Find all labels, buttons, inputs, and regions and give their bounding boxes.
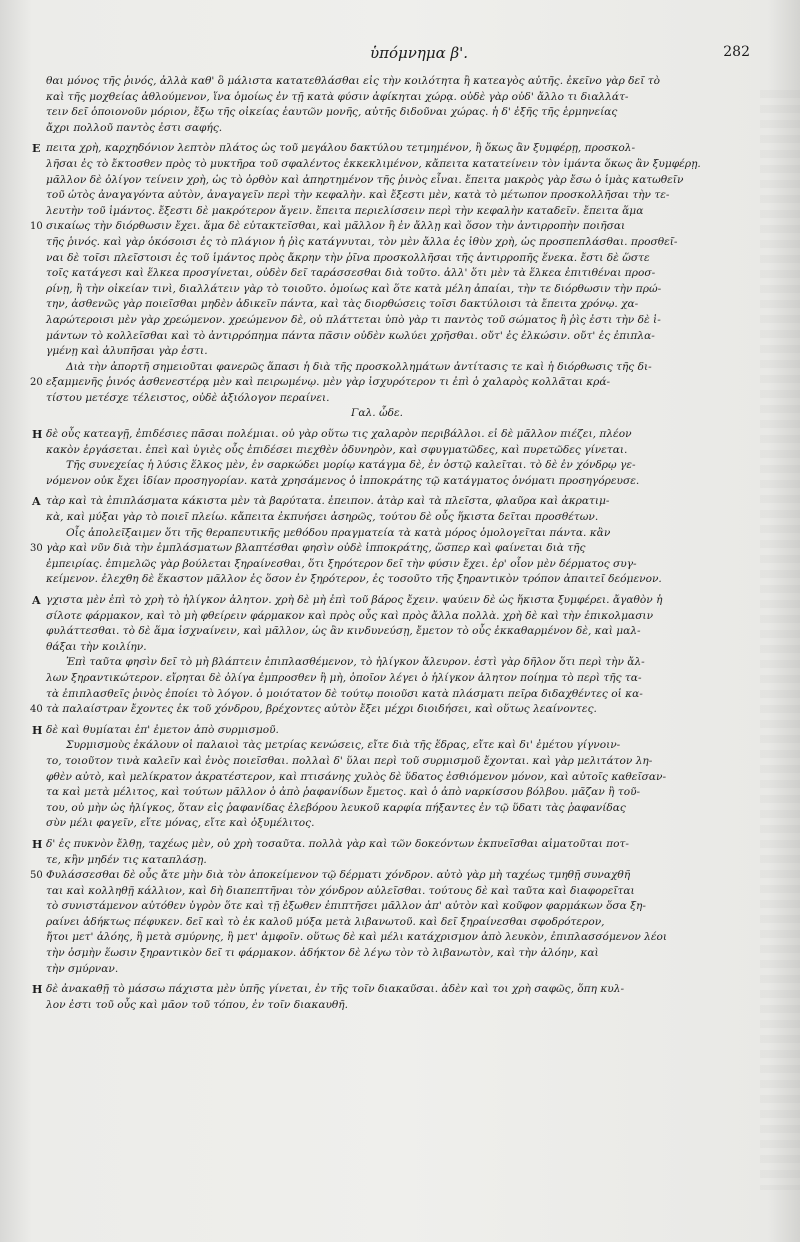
line-text: το, τοιοῦτον τινὰ καλεῖν καὶ ἑνὸς ποιεῖσθαι. πολλαὶ δ' ὕλαι περὶ τοῦ συρμισμοῦ ἔχονται. καὶ γὰρ μελιτάτον λη- [46,754,653,767]
initial-letter: Ε [32,142,41,156]
text-line [32,173,722,189]
text-line [32,915,722,931]
line-text: τίστου μετέσχε τέλειστος, οὐδὲ ἀξιόλογον περαίνει. [46,391,330,404]
text-line [32,219,722,235]
initial-letter: Α [32,594,41,607]
text-line [32,141,722,157]
line-text: φθὲν αὐτὸ, καὶ μελίκρατον ἀκρατέστερον, καὶ πτισάνης χυλὸς δὲ ὕδατος ἐσθιόμενον μόνον, καὶ αὐτοῖς καθεῖσαν- [46,770,667,783]
line-text: τὰρ καὶ τὰ ἐπιπλάσματα κάκιστα μὲν τὰ βαρύτατα. ἐπειπον. ἀτὰρ καὶ τὰ πλεῖστα, φλαῦρα καὶ ἀκρατιμ- [46,495,610,508]
line-text: Τῆς συνεχείας ἡ λύσις ἕλκος μὲν, ἐν σαρκώδει μορίῳ κατάγμα δὲ, ἐν ὀστῷ καλεῖται. τὸ δὲ ἐν χόνδρῳ γε- [66,459,636,472]
line-number: 10 [30,221,43,233]
text-line [32,962,722,978]
text-line [32,702,722,718]
line-text: ἤτοι μετ' ἀλόης, ἢ μετὰ σμύρνης, ἢ μετ' ἀμφοῖν. οὕτως δὲ καὶ μέλι κατάχρισμον ἀπὸ λευκὸν, ἐπιπλασσόμενον λέοι [46,931,668,944]
line-text: τοῦ ὠτὸς ἀναγαγόντα αὐτὸν, ἀναγαγεῖν περὶ τὴν κεφαλὴν. καὶ ἔξεστι μὲν, κατὰ τὸ μέτωπον προσκολλῆσαι τὴν τε- [46,189,670,202]
text-line [32,344,722,360]
line-text: ραίνει ἀδήκτως πέφυκεν. δεῖ καὶ τὸ ἐκ καλοῦ μύξα μετὰ λιβανωτοῦ. καὶ δεῖ ξηραίνεσθαι σφοδρότερον, [46,915,605,928]
text-line [32,375,722,391]
text-line [32,998,722,1014]
text-line [32,297,722,313]
text-line [32,884,722,900]
text-line [32,427,722,443]
line-text: κὰ, καὶ μύξαι γὰρ τὸ ποιεῖ πλείω. κἄπειτα ἐκπυήσει ἀσηρῶς, τούτου δὲ οὖς ἥκιστα δεῖται προσθέτων. [46,511,599,524]
text-line [32,899,722,915]
text-line [32,785,722,801]
running-header [40,44,750,68]
line-text: πειτα χρὴ, καρχηδόνιον λεπτὸν πλάτος ὡς τοῦ μεγάλου δακτύλου τετμημένον, ἢ ὅκως ἂν ξυμφέρῃ, προσκολ- [46,142,636,155]
text-line [32,329,722,345]
text-line [32,360,722,376]
text-line [32,640,722,656]
text-line [32,801,722,817]
line-text: φυλάττεσθαι. τὸ δὲ ἅμα ἰσχναίνειν, καὶ μᾶλλον, ὡς ἂν κινδυνεύσῃ, ἔμετον τὸ οὖς ἐκκαθαρμένον δὲ, καὶ μαλ- [46,625,641,638]
text-line [32,853,722,869]
text-line [32,90,722,106]
text-line [32,723,722,739]
text-line [32,982,722,998]
line-text: λων ξηραντικώτερον. εἴρηται δὲ ὀλίγα ἐμπροσθεν ἢ μὴ, ὁποῖον λέγει ὁ ἡλίγκον ἀλητον ποίημα τὸ περὶ τῆς τα- [46,671,642,684]
text-line [32,251,722,267]
line-text: τὴν ὀσμὴν ἕωσιν ξηραντικὸν δεῖ τι φάρμακον. ἀδήκτον δὲ λέγω τὸν τὸ λιβανωτὸν, καὶ τὴν ἀλόην, καὶ [46,947,599,960]
text-line [32,837,722,853]
running-title: ὑπόμνημα β'. [370,44,469,62]
line-text: Γαλ. ὧδε. [350,407,404,420]
text-line [32,541,722,557]
line-text: ἐμπειρίας. ἐπιμελῶς γὰρ βούλεται ξηραίνεσθαι, ὅτι ξηρότερον δεῖ τὴν φύσιν ἔχει. ἐρ' οἷον μὲν δέρματος συγ- [46,557,637,570]
line-text: Φυλάσσεσθαι δὲ οὖς ἄτε μὴν διὰ τὸν ἀποκείμενον τῷ δέρματι χόνδρον. αὐτὸ γὰρ μὴ ταχέως τμηθῇ συναχθῆ [46,869,631,882]
text-line [32,313,722,329]
initial-letter: Η [32,723,43,737]
line-text: ρίνῃ, ἢ τὴν οἰκείαν τινὶ, διαλλάτειν γὰρ τὸ τοιοῦτο. ὁμοίως καὶ ὅτε κατὰ μέλη ἀπαίαι, τὴν τε διόρθωσιν τὴν πρώ- [46,282,662,295]
text-line [32,526,722,542]
line-text: γχιστα μὲν ἐπὶ τὸ χρὴ τὸ ἡλίγκον ἀλητον. χρὴ δὲ μὴ ἐπὶ τοῦ βάρος ἔχειν. ψαύειν δὲ ὡς ἥκιστα ξυμφέρει. ἄγαθὸν ἡ [46,594,663,606]
initial-letter: Η [32,837,43,851]
text-line [32,557,722,573]
initial-letter: Η [32,428,43,442]
text-line [32,235,722,251]
line-text: τε, κἢν μηδέν τις καταπλάσῃ. [46,853,207,866]
line-text: Συρμισμοὺς ἐκάλουν οἱ παλαιοὶ τὰς μετρίας κενώσεις, εἴτε διὰ τῆς ἕδρας, εἴτε καὶ δι' ἐμέτου γίγνοιν- [66,739,621,752]
line-text: ἄχρι πολλοῦ παντὸς ἐστι σαφής. [46,121,223,134]
text-line [32,671,722,687]
line-text: σίλοτε φάρμακον, καὶ τὸ μὴ φθείρειν φάρμακον καὶ πρὸς οὖς καὶ πρὸς ἄλλα πολλὰ. χρὴ δὲ καὶ τὴν ἐπικολμασιν [46,609,654,622]
line-text: θαι μόνος τῆς ῥινός, ἀλλὰ καθ' ὃ μάλιστα κατατεθλάσθαι εἰς τὴν κοιλότητα ἢ κατεαγὸς αὐτῆς. ἐκεῖνο γὰρ δεῖ τὸ [46,75,660,87]
text-line [32,188,722,204]
initial-letter: Η [32,983,43,997]
line-text: ναι δὲ τοῖσι πλεῖστοισι ἐς τοῦ ἱμάντος πρὸς ἄκρην τὴν ῥῖνα προσκολλῆσαι τῆς ἀντιρροπῆς ἕνεκα. ἔστι δὲ ὥστε [46,251,650,264]
text-line [32,687,722,703]
text-line [32,494,722,510]
text-line [32,572,722,588]
line-text: δὲ οὖς κατεαγῇ, ἐπιδέσιες πᾶσαι πολέμιαι. οὐ γὰρ οὕτω τις χαλαρὸν περιβάλλοι. εἰ δὲ μᾶλλον πιέζει, πλέον [46,428,632,441]
text-line [32,754,722,770]
text-line [32,510,722,526]
text-line [32,930,722,946]
line-text: νόμενον οὐκ ἔχει ἰδίαν προσηγορίαν. κατὰ χρησάμενος ὁ ἱπποκράτης τῷ κατάγματος ὀνόματι προσηγόρευσε. [46,474,640,487]
text-line [32,868,722,884]
text-line [32,816,722,832]
line-text: κείμενον. ἐλεχθη δὲ ἕκαστον μᾶλλον ἐς ὅσον ἐν ξηρότερον, ἐς τοσοῦτο τῆς ξηραντικὸν τρόπον ἀπαιτεῖ δεόμενον. [46,573,662,586]
line-text: λευτὴν τοῦ ἱμάντος. ἔξεστι δὲ μακρότερον ἄγειν. ἔπειτα περιελίσσειν περὶ τὴν κεφαλὴν καταδεῖν. ἔπειτα ἅμα [46,204,644,217]
text-line [32,121,722,137]
text-line [32,74,722,90]
line-text: γμένῃ καὶ ἀλυπῆσαι γὰρ ἐστι. [46,345,208,358]
line-text: μάντων τὸ κολλεῖσθαι καὶ τὸ ἀντιρρόπημα πάντα πᾶσιν οὐδὲν κωλύει χρῆσθαι. οὔτ' ἐς ἑλκώσιν. οὔτ' ἐς ἐπιπλα- [46,329,655,342]
line-text: Διὰ τὴν ἀπορτῆ σημειοῦται φανερῶς ἅπασι ἡ διὰ τῆς προσκολλημάτων ἀντίτασις τε καὶ ἡ διόρθωσις τῆς δι- [66,360,652,373]
line-text: ται καὶ κολληθῇ κάλλιον, καὶ δὴ διαπεπτῆναι τὸν χόνδρον αὐλεῖσθαι. τούτους δὲ καὶ ταῦτα καὶ διαφορεῖται [46,884,635,897]
line-number: 20 [30,377,43,389]
text-line [32,593,722,609]
line-text: λον ἐστι τοῦ οὖς καὶ μᾶον τοῦ τόπου, ἐν τοῖν διακαυθῆ. [46,998,349,1011]
line-text: Ἐπὶ ταῦτα φησὶν δεῖ τὸ μὴ βλάπτειν ἐπιπλασθέμενον, τὸ ἡλίγκον ἄλευρον. ἐστὶ γὰρ δῆλον ὅτι περὶ τὴν ἄλ- [66,656,645,669]
line-text: εξαμμενῆς ῥινός ἀσθενεστέρᾳ μὲν καὶ πειρωμένῳ. μὲν γὰρ ἰσχυρότερον τι ἐπὶ ὁ χαλαρὸς κολλᾶται κρά- [46,376,611,389]
page-number: 282 [723,44,750,60]
line-text: τῆς ῥινός. καὶ γὰρ ὁκόσοισι ἐς τὸ πλάγιον ἡ ῥὶς κατάγνυται, τὸν μὲν ἄλλα ἐς ἰθὺν χρὴ, ὡς προσπεπλάσθαι. προσθεῖ- [46,235,678,248]
line-text: τειν δεῖ ὁποιονοῦν μόριον, ἔξω τῆς οἰκείας ἑαυτῶν μονῆς, αὐτῆς διδοῦναι χώρας. ἡ δ' ἐξῆς τῆς ἑρμηνείας [46,106,618,119]
text-line [32,624,722,640]
text-line [32,946,722,962]
text-line [32,738,722,754]
line-text: γὰρ καὶ νῦν διὰ τὴν ἐμπλάσματων βλαπτέσθαι φησὶν οὐδὲ ἱπποκράτης, ὥσπερ καὶ φαίνεται διὰ τῆς [46,542,586,555]
body-text [32,74,722,1013]
text-line [32,391,722,407]
line-text: λαρώτεροισι μὲν γὰρ χρεώμενον. χρεώμενον δὲ, οὐ πλάττεται ὑπὸ γὰρ τι παντὸς τοῦ σώματος ἢ ῥὶς ἐστι τὴν δὲ ἱ- [46,313,661,326]
line-text: δ' ἐς πυκνὸν ἔλθῃ, ταχέως μὲν, οὐ χρὴ τοσαῦτα. πολλὰ γὰρ καὶ τῶν δοκεόντων ἐκπυεῖσθαι αἰματοῦται ποτ- [46,837,629,850]
line-text: τὸ συνιστάμενον αὐτόθεν ὑγρὸν ὅτε καὶ τῇ ἐξωθεν ἐπιπτῆσει μᾶλλον ἀπ' αὐτὸν καὶ κοῦφον φαρμάκων ὅσα ξη- [46,900,646,913]
line-text: τοῖς κατάγεσι καὶ ἕλκεα προσγίνεται, οὐδὲν δεῖ ταράσσεσθαι διὰ τοῦτο. ἀλλ' ὅτι μὲν τὰ ἕλκεα ἐπιτιθέναι προσ- [46,267,656,280]
line-text: δὲ καὶ θυμίαται ἐπ' ἐμετον ἀπὸ συρμισμοῦ. [46,723,279,736]
text-line [32,282,722,298]
line-text: θάξαι τὴν κοιλίην. [46,640,147,653]
text-line [32,458,722,474]
text-line [32,609,722,625]
line-text: τὴν σμύρναν. [46,962,119,975]
text-line [32,266,722,282]
text-line [32,406,722,422]
text-line [32,770,722,786]
text-line [32,655,722,671]
line-number: 30 [30,543,43,555]
text-line [32,204,722,220]
line-text: τὰ παλαίστραν ἔχοντες ἐκ τοῦ χόνδρου, βρέχοντες αὐτὸν ἔξει μέχρι διοιδήσει, καὶ οὕτως λεαίνοντες. [46,703,597,716]
show-through-margin [760,90,800,1190]
line-text: καὶ τῆς μοχθείας ἀθλούμενον, ἵνα ὁμοίως ἐν τῇ κατὰ φύσιν ἀφίκηται χώρᾳ. οὐδὲ γὰρ οὐδ' ἄλλο τι διαλλάτ- [46,90,629,103]
line-text: μᾶλλον δὲ ὀλίγον τείνειν χρὴ, ὡς τὸ ὀρθὸν καὶ ἀπηρτημένον τῆς ῥινὸς εἶναι. ἔπειτα μακρὸς γὰρ ἔσω ὁ ἱμὰς κατωθεῖν [46,173,684,186]
line-text: του, οὐ μὴν ὡς ἡλίγκος, ὅταν εἰς ῥαφανίδας ἐλεβόρου λευκοῦ καρφία πήξαντες ἐν τῷ ὕδατι τὰς ῥαφανίδας [46,801,626,814]
line-text: Οἶς ἀπολεῖξαιμεν ὅτι τῆς θεραπευτικῆς μεθόδου πραγματεία τὰ κατὰ μόρος ὁμολογεῖται πάντα. κἂν [66,526,611,539]
text-line [32,474,722,490]
line-text: την, ἀσθενῶς γὰρ ποιεῖσθαι μηδὲν ἀδικεῖν πάντα, καὶ τὰς διορθώσεις τοῖσι δακτύλοισι τὰ ἔπειτα χρόνῳ. χα- [46,298,639,311]
text-line [32,105,722,121]
line-text: σικαίως τὴν διόρθωσιν ἔχει. ἅμα δὲ εὐτακτεῖσθαι, καὶ μᾶλλον ἢ ἐν ἄλλῃ καὶ ὅσον τὴν ἀντιρροπὴν ποιῆσαι [46,220,626,233]
line-number: 40 [30,704,43,716]
line-text: τα καὶ μετὰ μέλιτος, καὶ τούτων μᾶλλον ὁ ἀπὸ ῥαφανίδων ἔμετος. καὶ ὁ ἀπὸ ναρκίσσου βόλβου. μᾶζαν ἢ τοῦ- [46,786,641,799]
text-line [32,157,722,173]
line-text: κακὸν ἐργάσεται. ἐπεὶ καὶ ὑγιὲς οὖς ἐπιδέσει πιεχθὲν ὀδυνηρὸν, καὶ σφυγματῶδες, καὶ πυρετῶδες γίνεται. [46,443,628,456]
line-text: δὲ ἀνακαθῇ τὸ μάσσω πάχιστα μὲν ὑπῆς γίνεται, ἐν τῆς τοῖν διακαῦσαι. ἀδὲν καὶ τοι χρὴ σαφῶς, ὅπη κυλ- [46,983,625,996]
line-text: τὰ ἐπιπλασθεῖς ῥινὸς ἐποίει τὸ λόγον. ὁ μοιότατον δὲ τούτῳ ποιοῦσι κατὰ πλάσματι πεῖρα διδαχθέντες οἱ κα- [46,687,643,700]
initial-letter: Α [32,495,41,509]
text-line [32,443,722,459]
line-number: 50 [30,870,43,882]
line-text: λῆσαι ἐς τὸ ἔκτοσθεν πρὸς τὸ μυκτῆρα τοῦ σφαλέντος ἐκκεκλιμένον, κἄπειτα κατατείνειν τὸν ἱμάντα ὅκως ἂν ξυμφέρῃ. [46,157,701,170]
line-text: σὺν μέλι φαγεῖν, εἴτε μόνας, εἴτε καὶ ὀξυμέλιτος. [46,817,315,830]
